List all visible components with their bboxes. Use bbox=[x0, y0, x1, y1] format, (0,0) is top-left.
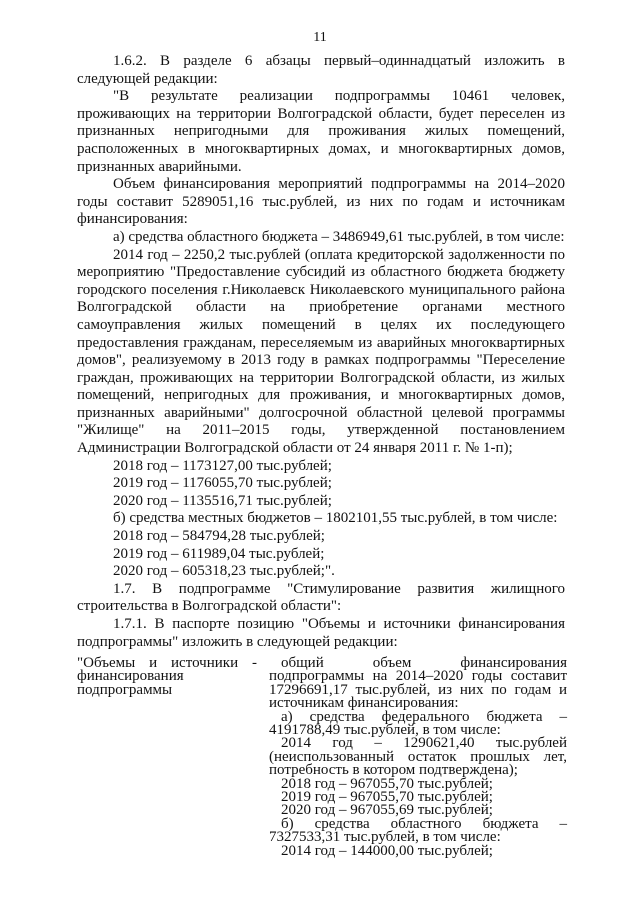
passport-line: 2020 год – 967055,69 тыс.рублей; bbox=[281, 802, 493, 819]
paragraph: 2018 год – 584794,28 тыс.рублей; bbox=[113, 528, 325, 545]
paragraph: 2019 год – 611989,04 тыс.рублей; bbox=[113, 545, 325, 562]
paragraph: 1.7. В подпрограмме "Стимулирование развития жилищного строительства в Волгоградской области": bbox=[77, 580, 565, 615]
document-body bbox=[77, 53, 565, 651]
paragraph: "В результате реализации подпрограммы 10461 человек, проживающих на территории Волгоградской области, будет переселен из признанных непригодными для проживания жилых помещений, расположенных в многоквартирных домах, и многоквартирных домов, признанных аварийными. bbox=[77, 88, 565, 175]
passport-line: 2014 год – 1290621,40 тыс.рублей (неиспользованный остаток прошлых лет, потребность в котором подтверждена); bbox=[269, 735, 567, 779]
paragraph: 2020 год – 605318,23 тыс.рублей;". bbox=[113, 563, 335, 580]
passport-line: б) средства областного бюджета – 7327533,31 тыс.рублей, в том числе: bbox=[269, 815, 567, 846]
passport-label: "Объемы и источники - финансирования подпрограммы bbox=[77, 655, 257, 698]
paragraph: б) средства местных бюджетов – 1802101,55 тыс.рублей, в том числе: bbox=[113, 510, 558, 527]
passport-line: общий объем финансирования подпрограммы на 2014–2020 годы составит 17296691,17 тыс.рублей, из них по годам и источникам финансирования: bbox=[269, 655, 567, 712]
passport-content bbox=[269, 657, 567, 858]
passport-line: 2019 год – 967055,70 тыс.рублей; bbox=[281, 789, 493, 806]
passport-line: 2014 год – 144000,00 тыс.рублей; bbox=[281, 842, 493, 859]
passport-line: 2018 год – 967055,70 тыс.рублей; bbox=[281, 775, 493, 792]
paragraph: 1.6.2. В разделе 6 абзацы первый–одиннадцатый изложить в следующей редакции: bbox=[77, 53, 565, 87]
paragraph: а) средства областного бюджета – 3486949,61 тыс.рублей, в том числе: bbox=[113, 228, 565, 245]
page-number: 11 bbox=[313, 30, 327, 45]
passport-line: а) средства федерального бюджета – 4191788,49 тыс.рублей, в том числе: bbox=[269, 708, 567, 739]
paragraph: 1.7.1. В паспорте позицию "Объемы и источники финансирования подпрограммы" изложить в следующей редакции: bbox=[77, 616, 565, 650]
paragraph: 2014 год – 2250,2 тыс.рублей (оплата кредиторской задолженности по мероприятию "Предоставление субсидий из областного бюджета бюджету городского поселения г.Николаевск Николаевского муниципального района Волгоградской области на приобретение органами местного самоуправления жилых помещений в целях их последующего предоставления гражданам, переселяемым из аварийных многоквартирных домов", реализуемому в 2013 году в рамках подпрограммы "Переселение граждан, проживающих на территории Волгоградской области, из жилых помещений, непригодных для проживания, и многоквартирных домов, признанных аварийными" долгосрочной областной целевой программы "Жилище" на 2011–2015 годы, утвержденной постановлением Администрации Волгоградской области от 24 января 2011 г. № 1-п); bbox=[77, 246, 565, 457]
paragraph: 2018 год – 1173127,00 тыс.рублей; bbox=[113, 457, 332, 474]
paragraph: 2020 год – 1135516,71 тыс.рублей; bbox=[113, 492, 332, 509]
paragraph: 2019 год – 1176055,70 тыс.рублей; bbox=[113, 475, 332, 492]
paragraph: Объем финансирования мероприятий подпрограммы на 2014–2020 годы составит 5289051,16 тыс.рублей, из них по годам и источникам финансирования: bbox=[77, 176, 565, 228]
